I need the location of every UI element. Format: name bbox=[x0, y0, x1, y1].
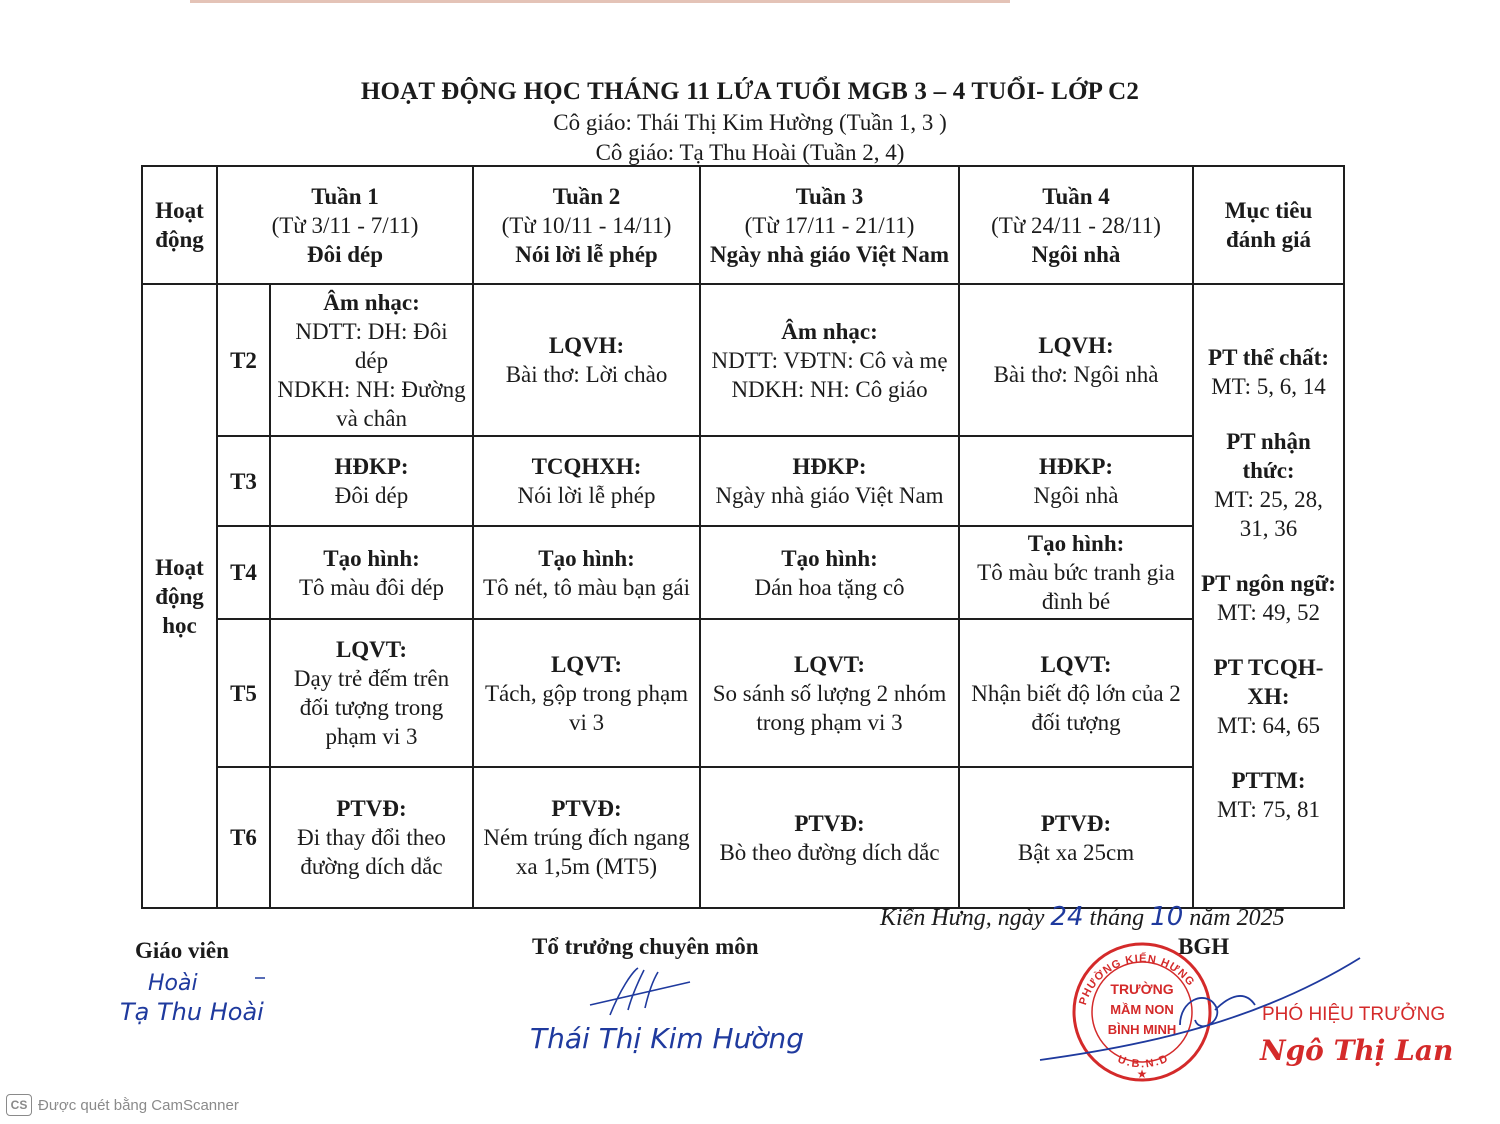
activity-cell: HĐKP: Ngày nhà giáo Việt Nam bbox=[700, 436, 959, 526]
scan-edge-line bbox=[190, 0, 1010, 3]
activity-cell: PTVĐ: Bật xa 25cm bbox=[959, 767, 1193, 908]
camscanner-text: Được quét bằng CamScanner bbox=[38, 1096, 239, 1114]
activity-cell: LQVH: Bài thơ: Lời chào bbox=[473, 284, 700, 436]
camscanner-logo-icon: CS bbox=[6, 1094, 32, 1116]
day-label: T6 bbox=[217, 767, 270, 908]
day-label: T2 bbox=[217, 284, 270, 436]
stamp-ring-top: PHƯỜNG KIẾN HƯNG bbox=[1077, 952, 1197, 1007]
page-title: HOẠT ĐỘNG HỌC THÁNG 11 LỨA TUỔI MGB 3 – 4 TUỔI- LỚP C2 bbox=[360, 78, 1140, 105]
activity-cell: Tạo hình: Tô màu đôi dép bbox=[270, 526, 473, 619]
header-row bbox=[142, 166, 1344, 284]
day-label: T4 bbox=[217, 526, 270, 619]
activity-cell: TCQHXH: Nói lời lễ phép bbox=[473, 436, 700, 526]
activity-cell: HĐKP: Ngôi nhà bbox=[959, 436, 1193, 526]
goals-header: Mục tiêu đánh giá bbox=[1193, 166, 1344, 284]
row-group-label: Hoạt động học bbox=[142, 284, 217, 908]
activity-header: Hoạt động bbox=[142, 166, 217, 284]
head-signature bbox=[520, 960, 810, 1070]
table-row bbox=[142, 436, 1344, 526]
principal-signature bbox=[1030, 950, 1470, 1080]
day-label: T3 bbox=[217, 436, 270, 526]
teacher-line-2: Cô giáo: Tạ Thu Hoài (Tuần 2, 4) bbox=[595, 140, 905, 165]
star-icon: ★ bbox=[1136, 1067, 1148, 1081]
activity-cell: PTVĐ: Ném trúng đích ngang xa 1,5m (MT5) bbox=[473, 767, 700, 908]
board-role: BGH bbox=[1178, 934, 1230, 959]
schedule-table bbox=[141, 165, 1345, 909]
activity-cell: LQVT: So sánh số lượng 2 nhóm trong phạm vi 3 bbox=[700, 619, 959, 767]
vice-principal-title: PHÓ HIỆU TRƯỞNG bbox=[1262, 1004, 1446, 1025]
activity-cell: Tạo hình: Tô màu bức tranh gia đình bé bbox=[959, 526, 1193, 619]
camscanner-watermark bbox=[6, 1094, 239, 1116]
activity-cell: Âm nhạc: NDTT: DH: Đôi dép NDKH: NH: Đường và chân bbox=[270, 284, 473, 436]
stamp-ring-bottom: U.B.N.D bbox=[1115, 1052, 1172, 1071]
activity-cell: LQVT: Dạy trẻ đếm trên đối tượng trong phạm vi 3 bbox=[270, 619, 473, 767]
stamp-line: TRƯỜNG bbox=[1110, 981, 1174, 997]
week-header: Tuần 4 (Từ 24/11 - 28/11) Ngôi nhà bbox=[959, 166, 1193, 284]
teacher-role: Giáo viên bbox=[135, 938, 229, 963]
activity-cell: Tạo hình: Dán hoa tặng cô bbox=[700, 526, 959, 619]
place-date: Kiến Hưng, ngày 24 tháng 10 năm 2025 bbox=[880, 902, 1285, 932]
activity-cell: LQVH: Bài thơ: Ngôi nhà bbox=[959, 284, 1193, 436]
teacher-line-1: Cô giáo: Thái Thị Kim Hường (Tuần 1, 3 ) bbox=[553, 110, 947, 135]
stamp-line: MẦM NON bbox=[1110, 1002, 1174, 1017]
table-row bbox=[142, 284, 1344, 436]
day-label: T5 bbox=[217, 619, 270, 767]
week-header: Tuần 2 (Từ 10/11 - 14/11) Nói lời lễ phép bbox=[473, 166, 700, 284]
vice-principal-name: Ngô Thị Lan bbox=[1260, 1034, 1454, 1067]
activity-cell: Tạo hình: Tô nét, tô màu bạn gái bbox=[473, 526, 700, 619]
teacher-signature-short: Hoài bbox=[148, 971, 198, 996]
table-row bbox=[142, 767, 1344, 908]
handwritten-day: 24 bbox=[1050, 902, 1084, 932]
head-role: Tổ trưởng chuyên môn bbox=[532, 934, 759, 959]
week-header: Tuần 1 (Từ 3/11 - 7/11) Đôi dép bbox=[217, 166, 473, 284]
table-row bbox=[142, 526, 1344, 619]
activity-cell: HĐKP: Đôi dép bbox=[270, 436, 473, 526]
head-signature-name: Thái Thị Kim Hường bbox=[530, 1022, 804, 1055]
activity-cell: PTVĐ: Bò theo đường dích dắc bbox=[700, 767, 959, 908]
goals-cell: PT thể chất: MT: 5, 6, 14 PT nhận thức: MT: 25, 28, 31, 36 PT ngôn ngữ: MT: 49, 52 PT TCQH-XH: MT: 64, 65 PTTM: MT: 75, 81 bbox=[1193, 284, 1344, 908]
activity-cell: PTVĐ: Đi thay đổi theo đường dích dắc bbox=[270, 767, 473, 908]
activity-cell: LQVT: Nhận biết độ lớn của 2 đối tượng bbox=[959, 619, 1193, 767]
handwritten-month: 10 bbox=[1150, 902, 1184, 932]
teacher-signature bbox=[110, 962, 290, 1032]
teacher-signature-name: Tạ Thu Hoài bbox=[120, 998, 264, 1026]
activity-cell: LQVT: Tách, gộp trong phạm vi 3 bbox=[473, 619, 700, 767]
table-row bbox=[142, 619, 1344, 767]
week-header: Tuần 3 (Từ 17/11 - 21/11) Ngày nhà giáo Việt Nam bbox=[700, 166, 959, 284]
activity-cell: Âm nhạc: NDTT: VĐTN: Cô và mẹ NDKH: NH: Cô giáo bbox=[700, 284, 959, 436]
stamp-line: BÌNH MINH bbox=[1107, 1022, 1177, 1037]
